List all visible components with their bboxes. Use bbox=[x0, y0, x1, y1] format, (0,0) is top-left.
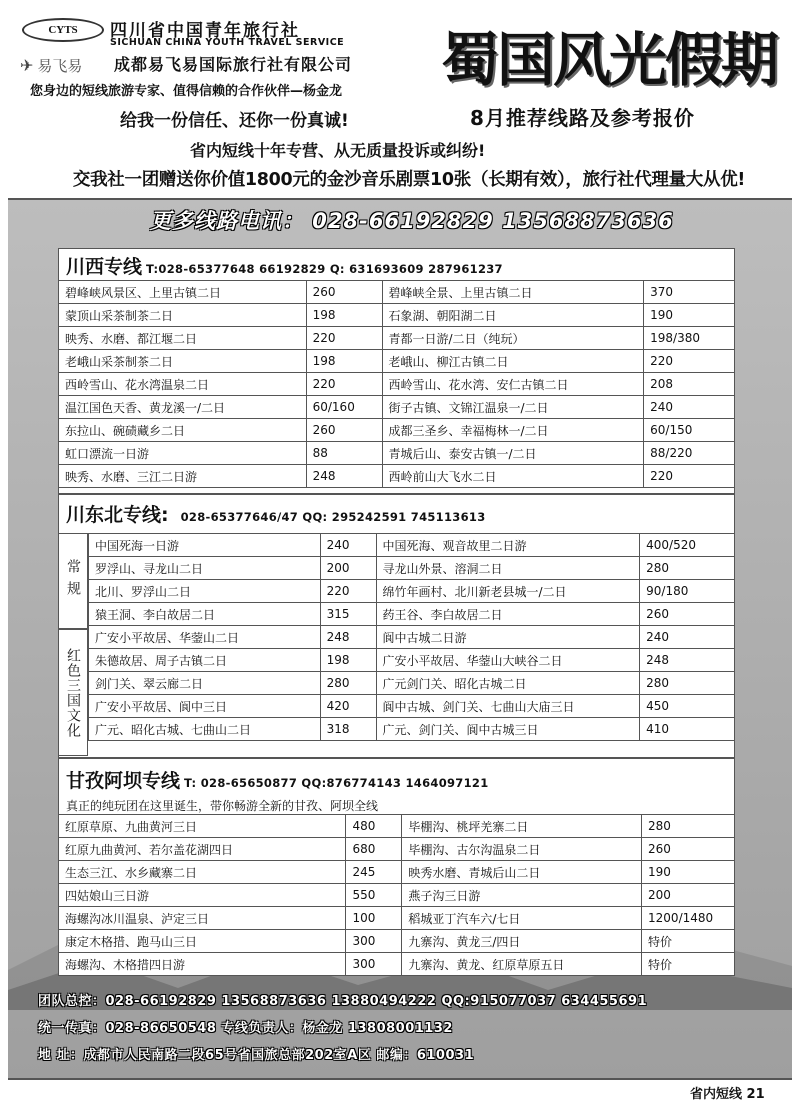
slogan-trust: 给我一份信任、还你一份真诚! bbox=[120, 111, 349, 131]
route-name: 药王谷、李白故居二日 bbox=[376, 603, 640, 626]
route-row bbox=[59, 304, 735, 327]
agency-name: 成都易飞易国际旅行社有限公司 bbox=[114, 55, 353, 74]
route-price: 88/220 bbox=[644, 442, 735, 465]
route-name: 映秀水磨、青城后山二日 bbox=[402, 861, 642, 884]
route-price: 220 bbox=[320, 580, 376, 603]
route-name: 广元、昭化古城、七曲山二日 bbox=[89, 718, 321, 741]
route-name: 北川、罗浮山二日 bbox=[89, 580, 321, 603]
route-name: 朱德故居、周子古镇二日 bbox=[89, 649, 321, 672]
route-name: 九寨沟、黄龙三/四日 bbox=[402, 930, 642, 953]
cyts-name-cn: 四川省中国青年旅行社 bbox=[110, 21, 300, 41]
route-price: 260 bbox=[306, 281, 382, 304]
route-name: 老峨山采茶制茶二日 bbox=[59, 350, 307, 373]
route-price: 400/520 bbox=[640, 534, 735, 557]
route-price: 220 bbox=[306, 327, 382, 350]
route-price: 300 bbox=[346, 953, 402, 976]
section-ganzi-title: 甘孜阿坝专线 bbox=[66, 770, 181, 792]
route-price: 240 bbox=[320, 534, 376, 557]
route-row bbox=[59, 815, 735, 838]
section-ganzi-header bbox=[66, 766, 489, 793]
ganzi-routes-table bbox=[58, 814, 735, 976]
route-name: 中国死海、观音故里二日游 bbox=[376, 534, 640, 557]
route-price: 198/380 bbox=[644, 327, 735, 350]
regular-routes-label bbox=[58, 533, 88, 629]
route-row bbox=[59, 442, 735, 465]
route-price: 90/180 bbox=[640, 580, 735, 603]
route-name: 阆中古城二日游 bbox=[376, 626, 640, 649]
section-west-header bbox=[66, 252, 503, 279]
route-price: 60/150 bbox=[644, 419, 735, 442]
route-row bbox=[59, 838, 735, 861]
route-name: 燕子沟三日游 bbox=[402, 884, 642, 907]
route-name: 广元、剑门关、阆中古城三日 bbox=[376, 718, 640, 741]
route-name: 老峨山、柳江古镇二日 bbox=[382, 350, 644, 373]
route-name: 广安小平故居、华蓥山大峡谷二日 bbox=[376, 649, 640, 672]
route-price: 特价 bbox=[642, 953, 735, 976]
route-price: 420 bbox=[320, 695, 376, 718]
route-price: 260 bbox=[306, 419, 382, 442]
route-price: 680 bbox=[346, 838, 402, 861]
section-west-contact: T:028-65377648 66192829 Q: 631693609 287961237 bbox=[146, 262, 503, 276]
route-row bbox=[59, 327, 735, 350]
brand-title: 蜀国风光假期 bbox=[428, 16, 790, 94]
route-name: 罗浮山、寻龙山二日 bbox=[89, 557, 321, 580]
yifeiyi-logo-text: 易飞易 bbox=[37, 56, 83, 75]
promo-banner: 交我社一团赠送你价值1800元的金沙音乐剧票10张（长期有效），旅行社代理量大从优! bbox=[72, 170, 746, 190]
route-row bbox=[59, 907, 735, 930]
route-price: 480 bbox=[346, 815, 402, 838]
route-name: 绵竹年画村、北川新老县城一/二日 bbox=[376, 580, 640, 603]
route-row bbox=[59, 281, 735, 304]
route-price: 240 bbox=[640, 626, 735, 649]
red-culture-label-text: 红色三国文化 bbox=[65, 647, 81, 738]
swoosh-icon: ✈ bbox=[20, 55, 34, 75]
route-row bbox=[89, 695, 735, 718]
footer-address-line: 地 址：成都市人民南路二段65号省国旅总部202室A区 邮编：610031 bbox=[38, 1048, 475, 1063]
route-row bbox=[89, 626, 735, 649]
route-row bbox=[89, 718, 735, 741]
route-price: 245 bbox=[346, 861, 402, 884]
route-price: 208 bbox=[644, 373, 735, 396]
section-west-title: 川西专线 bbox=[66, 256, 143, 278]
route-price: 248 bbox=[320, 626, 376, 649]
route-price: 60/160 bbox=[306, 396, 382, 419]
route-name: 西岭雪山、花水湾、安仁古镇二日 bbox=[382, 373, 644, 396]
route-price: 220 bbox=[306, 373, 382, 396]
footer-contact-line: 团队总控：028-66192829 13568873636 13880494222 QQ:915077037 634455691 bbox=[38, 994, 648, 1009]
route-price: 318 bbox=[320, 718, 376, 741]
route-name: 生态三江、水乡藏寨二日 bbox=[59, 861, 346, 884]
route-price: 410 bbox=[640, 718, 735, 741]
footer-fax-line: 统一传真：028-86650548 专线负责人：杨金龙 13808001132 bbox=[38, 1021, 453, 1036]
route-name: 成都三圣乡、幸福梅林一/二日 bbox=[382, 419, 644, 442]
route-price: 248 bbox=[640, 649, 735, 672]
route-name: 蒙顶山采茶制茶二日 bbox=[59, 304, 307, 327]
route-name: 温江国色天香、黄龙溪一/二日 bbox=[59, 396, 307, 419]
route-price: 315 bbox=[320, 603, 376, 626]
month-subtitle: 8月推荐线路及参考报价 bbox=[470, 106, 695, 130]
route-name: 西岭前山大飞水二日 bbox=[382, 465, 644, 488]
route-row bbox=[89, 603, 735, 626]
route-price: 280 bbox=[640, 557, 735, 580]
route-price: 280 bbox=[640, 672, 735, 695]
route-name: 广安小平故居、阆中三日 bbox=[89, 695, 321, 718]
section-ganzi-contact: T: 028-65650877 QQ:876774143 1464097121 bbox=[184, 776, 489, 790]
section-northeast-title: 川东北专线: bbox=[66, 504, 169, 526]
route-price: 240 bbox=[644, 396, 735, 419]
route-price: 200 bbox=[642, 884, 735, 907]
section-northeast-contact: 028-65377646/47 QQ: 295242591 745113613 bbox=[180, 510, 486, 524]
slogan-partner: 您身边的短线旅游专家、值得信赖的合作伙伴—杨金龙 bbox=[30, 84, 343, 99]
route-price: 190 bbox=[644, 304, 735, 327]
route-name: 康定木格措、跑马山三日 bbox=[59, 930, 346, 953]
route-price: 280 bbox=[320, 672, 376, 695]
route-name: 猿王洞、李白故居二日 bbox=[89, 603, 321, 626]
route-price: 198 bbox=[306, 350, 382, 373]
route-price: 190 bbox=[642, 861, 735, 884]
cyts-logo: CYTS bbox=[22, 18, 104, 42]
route-price: 88 bbox=[306, 442, 382, 465]
route-name: 街子古镇、文锦江温泉一/二日 bbox=[382, 396, 644, 419]
route-price: 198 bbox=[306, 304, 382, 327]
route-name: 映秀、水磨、都江堰二日 bbox=[59, 327, 307, 350]
route-row bbox=[89, 557, 735, 580]
regular-routes-label-text: 常规 bbox=[65, 559, 81, 603]
route-name: 剑门关、翠云廊二日 bbox=[89, 672, 321, 695]
route-price: 280 bbox=[642, 815, 735, 838]
slogan-quality: 省内短线十年专营、从无质量投诉或纠纷! bbox=[190, 141, 486, 160]
route-price: 100 bbox=[346, 907, 402, 930]
route-name: 映秀、水磨、三江二日游 bbox=[59, 465, 307, 488]
route-name: 稻城亚丁汽车六/七日 bbox=[402, 907, 642, 930]
route-name: 毕棚沟、古尔沟温泉二日 bbox=[402, 838, 642, 861]
route-row bbox=[59, 350, 735, 373]
route-price: 198 bbox=[320, 649, 376, 672]
route-name: 九寨沟、黄龙、红原草原五日 bbox=[402, 953, 642, 976]
route-row bbox=[59, 861, 735, 884]
route-row bbox=[59, 373, 735, 396]
route-row bbox=[89, 580, 735, 603]
route-price: 248 bbox=[306, 465, 382, 488]
route-name: 碧峰峡风景区、上里古镇二日 bbox=[59, 281, 307, 304]
route-name: 广安小平故居、华蓥山二日 bbox=[89, 626, 321, 649]
route-name: 红原草原、九曲黄河三日 bbox=[59, 815, 346, 838]
red-culture-label bbox=[58, 629, 88, 756]
route-name: 石象湖、朝阳湖二日 bbox=[382, 304, 644, 327]
route-row bbox=[89, 534, 735, 557]
yifeiyi-logo bbox=[20, 54, 110, 76]
route-price: 300 bbox=[346, 930, 402, 953]
route-row bbox=[59, 396, 735, 419]
route-name: 红原九曲黄河、若尔盖花湖四日 bbox=[59, 838, 346, 861]
route-name: 毕棚沟、桃坪羌寨二日 bbox=[402, 815, 642, 838]
route-row bbox=[59, 953, 735, 976]
route-name: 青都一日游/二日（纯玩） bbox=[382, 327, 644, 350]
route-name: 海螺沟冰川温泉、泸定三日 bbox=[59, 907, 346, 930]
route-price: 260 bbox=[642, 838, 735, 861]
hotline-banner: 更多线路电讯： 028-66192829 13568873636 bbox=[150, 209, 674, 233]
route-price: 200 bbox=[320, 557, 376, 580]
route-price: 260 bbox=[640, 603, 735, 626]
route-name: 四姑娘山三日游 bbox=[59, 884, 346, 907]
route-name: 寻龙山外景、溶洞二日 bbox=[376, 557, 640, 580]
route-price: 特价 bbox=[642, 930, 735, 953]
route-price: 220 bbox=[644, 350, 735, 373]
route-row bbox=[59, 465, 735, 488]
route-row bbox=[59, 930, 735, 953]
route-name: 中国死海一日游 bbox=[89, 534, 321, 557]
section-ganzi-note: 真正的纯玩团在这里诞生，带你畅游全新的甘孜、阿坝全线 bbox=[66, 799, 379, 813]
route-price: 550 bbox=[346, 884, 402, 907]
route-row bbox=[89, 672, 735, 695]
route-name: 青城后山、泰安古镇一/二日 bbox=[382, 442, 644, 465]
route-name: 海螺沟、木格措四日游 bbox=[59, 953, 346, 976]
route-name: 东拉山、碗碛藏乡二日 bbox=[59, 419, 307, 442]
route-name: 阆中古城、剑门关、七曲山大庙三日 bbox=[376, 695, 640, 718]
route-name: 碧峰峡全景、上里古镇二日 bbox=[382, 281, 644, 304]
route-row bbox=[89, 649, 735, 672]
route-price: 450 bbox=[640, 695, 735, 718]
route-row bbox=[59, 884, 735, 907]
route-price: 370 bbox=[644, 281, 735, 304]
section-northeast-header bbox=[66, 500, 486, 527]
cyts-name-en: SICHUAN CHINA YOUTH TRAVEL SERVICE bbox=[110, 37, 345, 48]
route-price: 220 bbox=[644, 465, 735, 488]
route-name: 广元剑门关、昭化古城二日 bbox=[376, 672, 640, 695]
west-routes-table bbox=[58, 280, 735, 488]
route-name: 虹口漂流一日游 bbox=[59, 442, 307, 465]
header bbox=[0, 0, 800, 198]
route-name: 西岭雪山、花水湾温泉二日 bbox=[59, 373, 307, 396]
page-number: 省内短线 21 bbox=[690, 1087, 765, 1100]
route-price: 1200/1480 bbox=[642, 907, 735, 930]
northeast-routes-table bbox=[88, 533, 735, 741]
route-row bbox=[59, 419, 735, 442]
